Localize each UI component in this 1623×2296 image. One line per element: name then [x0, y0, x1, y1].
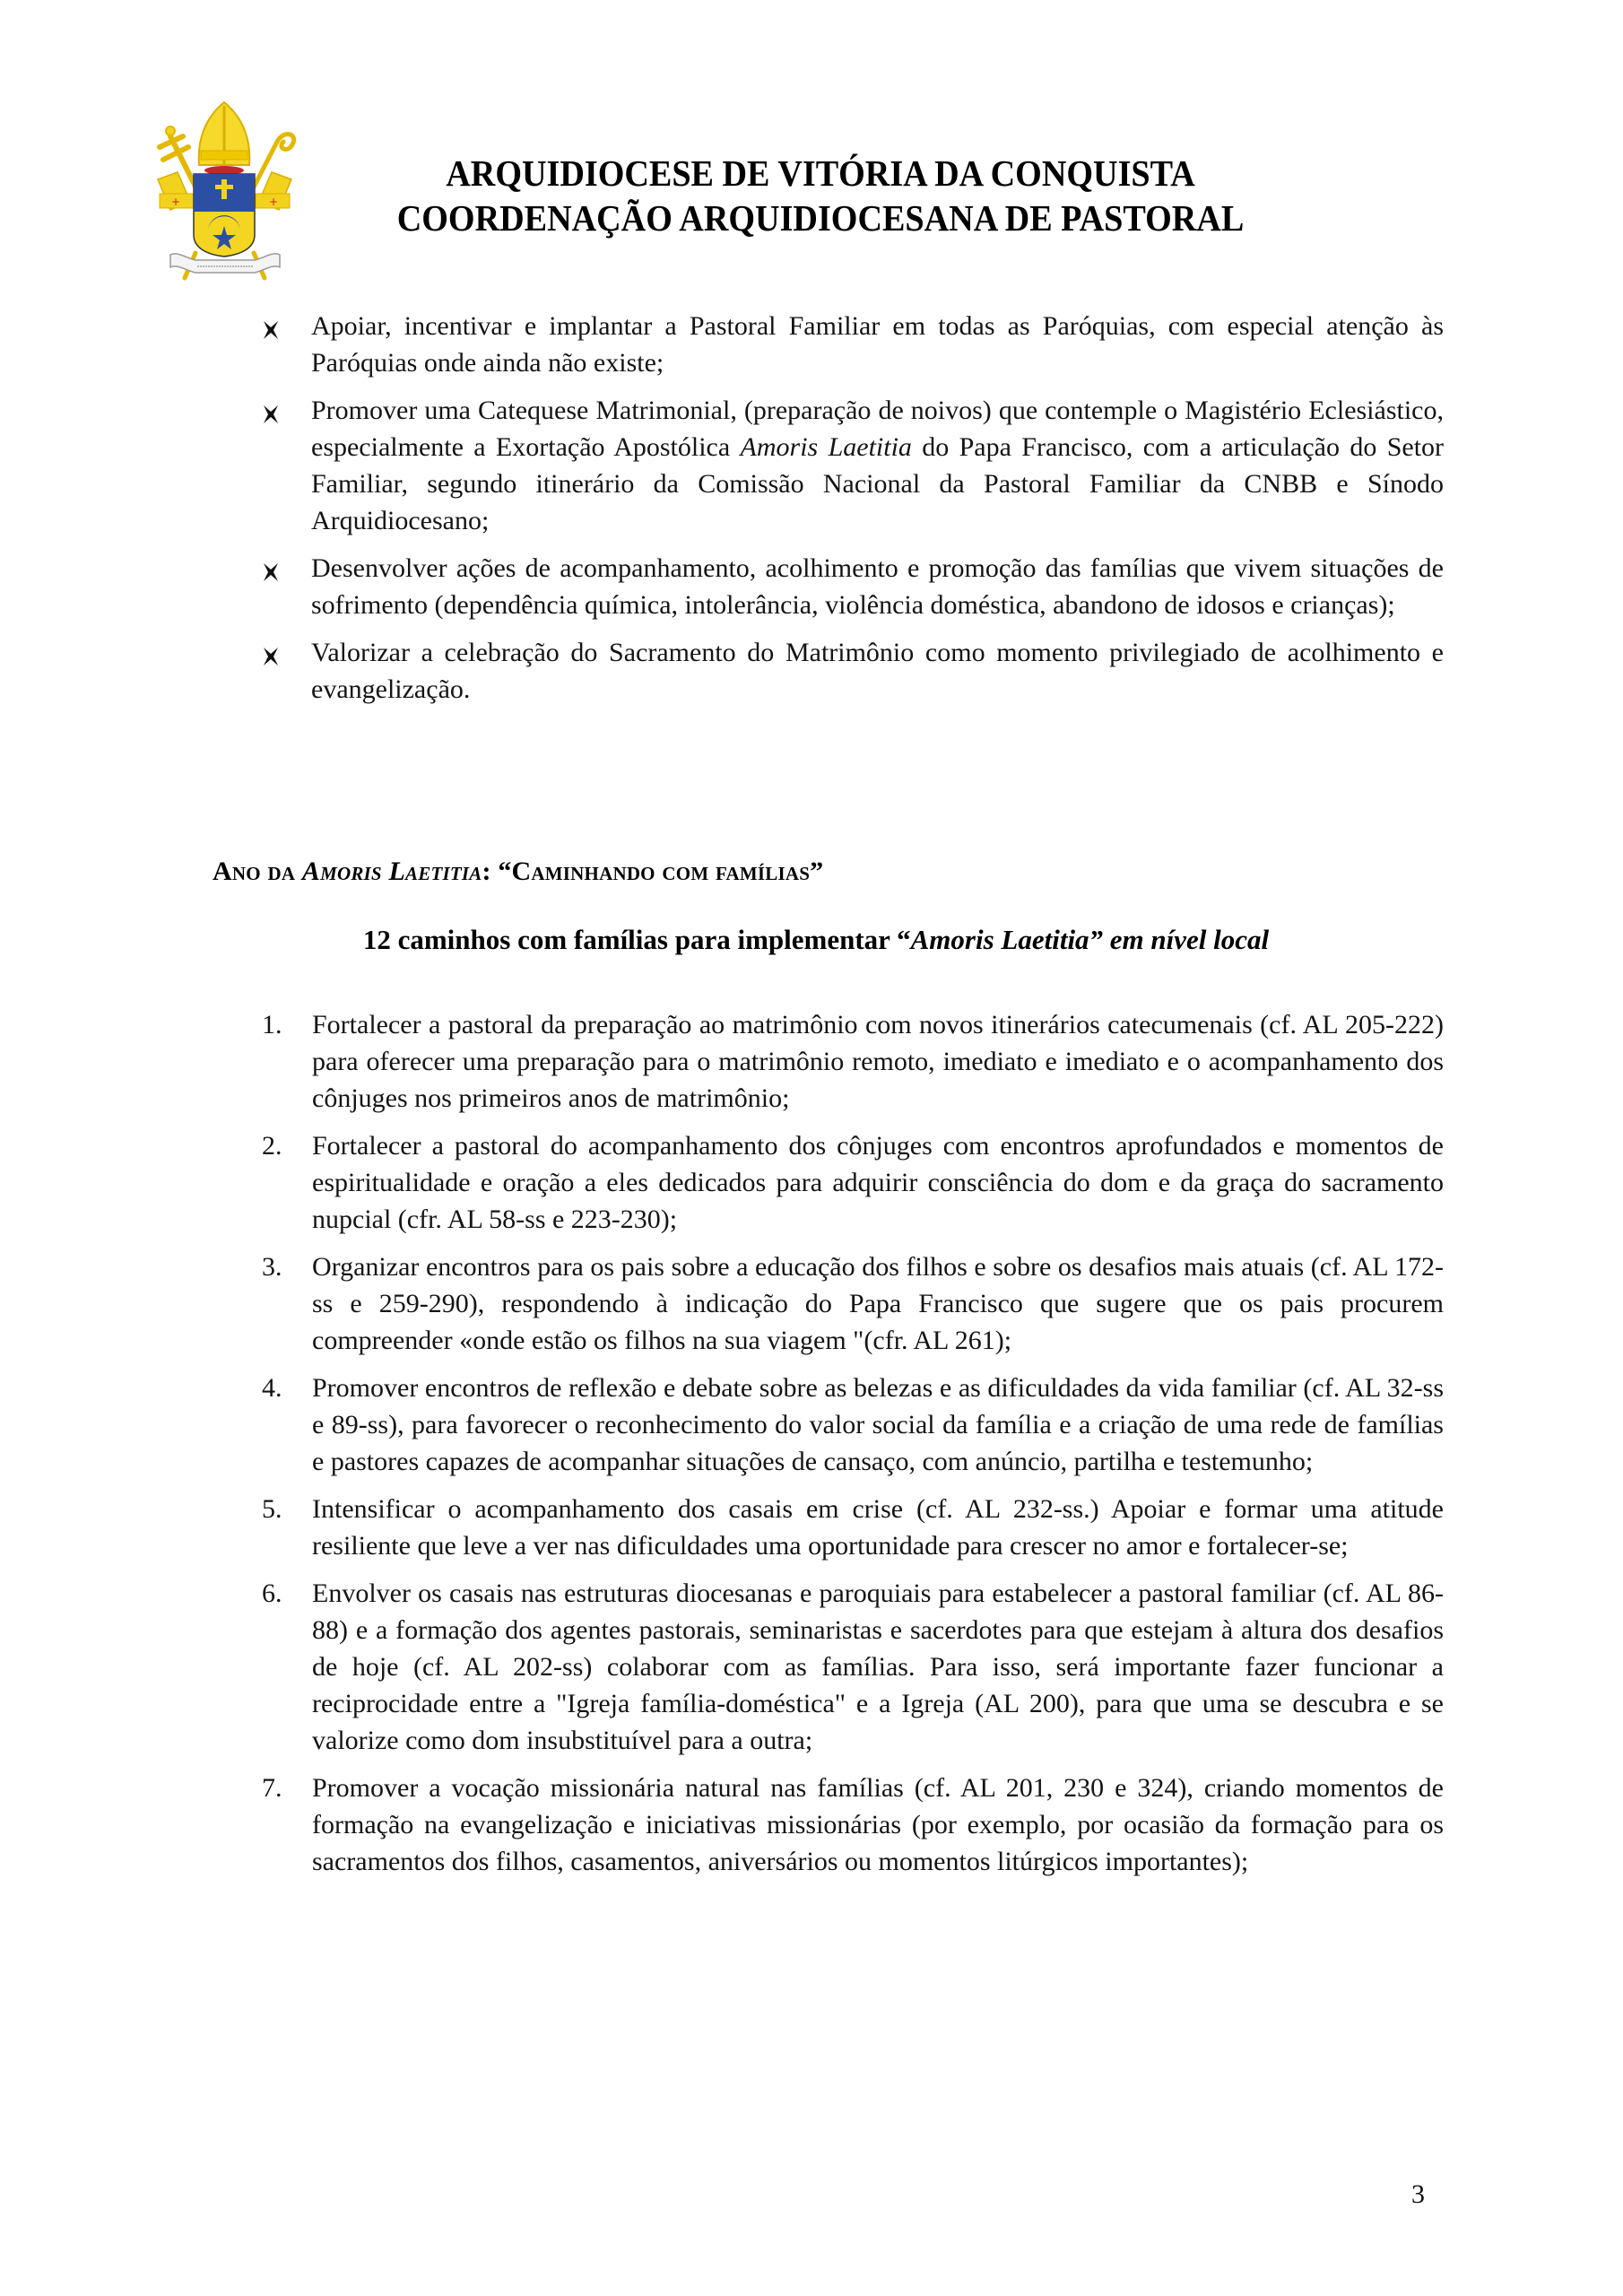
- numbered-item: [260, 1370, 1444, 1480]
- section-heading: [213, 857, 823, 887]
- item-number: 6.: [262, 1578, 282, 1608]
- item-number: 1.: [262, 1010, 282, 1039]
- bullet-text: Valorizar a celebração do Sacramento do Matrimônio como momento privilegiado de acolhimento e evangelização.: [311, 638, 1444, 704]
- bullet-text: Apoiar, incentivar e implantar a Pastoral Familiar em todas as Paróquias, com especial atenção às Paróquias onde ainda não existe;: [311, 311, 1444, 378]
- archdiocese-coat-of-arms-icon: [151, 100, 299, 284]
- bullet-item: [260, 550, 1444, 623]
- item-text: Organizar encontros para os pais sobre a educação dos filhos e sobre os desafios mais atuais (cf. AL 172-ss e 259-290), respondendo à indicação do Papa Francisco que sugere que os pais procurem compreender «onde estão os filhos na sua viagem "(cfr. AL 261);: [312, 1252, 1444, 1355]
- item-number: 7.: [262, 1773, 282, 1803]
- section-heading-suffix: : “Caminhando com famílias”: [482, 857, 824, 886]
- numbered-item: [260, 1127, 1444, 1238]
- item-text: Promover encontros de reflexão e debate sobre as belezas e as dificuldades da vida familiar (cf. AL 32-ss e 89-ss), para favorecer o reconhecimento do valor social da família e a criação de uma rede de famílias e pastores capazes de acompanhar situações de cansaço, com anúncio, partilha e testemunho;: [312, 1373, 1444, 1476]
- subheading-prefix: 12 caminhos com famílias para implementar “: [362, 924, 911, 955]
- numbered-item: [260, 1770, 1444, 1880]
- amoris-laetitia-italic: Amoris Laetitia: [740, 432, 912, 462]
- maltese-cross-icon: [262, 639, 280, 659]
- item-text: Promover a vocação missionária natural nas famílias (cf. AL 201, 230 e 324), criando momentos de formação na evangelização e iniciativas missionárias (por exemplo, por ocasião da formação para os sacramentos dos filhos, casamentos, aniversários ou momentos litúrgicos importantes);: [312, 1773, 1444, 1876]
- section-heading-prefix: Ano da: [213, 857, 302, 886]
- item-number: 5.: [262, 1494, 282, 1524]
- item-number: 2.: [262, 1131, 282, 1161]
- bullet-text: Desenvolver ações de acompanhamento, acolhimento e promoção das famílias que vivem situações de sofrimento (dependência química, intolerância, violência doméstica, abandono de idosos e crianças);: [311, 553, 1444, 620]
- section-subheading: [0, 924, 1623, 956]
- header-title-block: [358, 151, 1283, 240]
- bullet-item: [260, 392, 1444, 539]
- objectives-bullet-list: [260, 308, 1444, 718]
- maltese-cross-icon: [262, 555, 280, 575]
- numbered-item: [260, 1575, 1444, 1759]
- header-title-archdiocese: ARQUIDIOCESE DE VITÓRIA DA CONQUISTA: [446, 152, 1195, 194]
- maltese-cross-icon: [262, 313, 280, 333]
- item-number: 4.: [262, 1373, 282, 1403]
- item-text: Fortalecer a pastoral do acompanhamento dos cônjuges com encontros aprofundados e momentos de espiritualidade e oração a eles dedicados para adquirir consciência do dom e da graça do sacramento nupcial (cfr. AL 58-ss e 223-230);: [312, 1131, 1444, 1234]
- page-number: 3: [1411, 2179, 1425, 2209]
- numbered-item: [260, 1006, 1444, 1117]
- header-title-coordination: COORDENAÇÃO ARQUIDIOCESANA DE PASTORAL: [396, 197, 1245, 239]
- item-number: 3.: [262, 1252, 282, 1282]
- bullet-text-before: Promover uma Catequese Matrimonial, (preparação de noivos) que contemple o Magistério Eclesiástico, especialmente a Exortação Apostólica: [311, 396, 1444, 462]
- item-text: Fortalecer a pastoral da preparação ao matrimônio com novos itinerários catecumenais (cf. AL 205-222) para oferecer uma preparação para o matrimônio remoto, imediato e imediato e o acompanhamento dos cônjuges nos primeiros anos de matrimônio;: [312, 1010, 1444, 1113]
- svg-text:+: +: [269, 196, 279, 208]
- maltese-cross-icon: [262, 397, 280, 417]
- item-text: Envolver os casais nas estruturas diocesanas e paroquiais para estabelecer a pastoral familiar (cf. AL 86-88) e a formação dos agentes pastorais, seminaristas e sacerdotes para que estejam à altura dos desafios de hoje (cf. AL 202-ss) colaborar com as famílias. Para isso, será importante fazer funcionar a reciprocidade entre a "Igreja família-doméstica" e a Igreja (AL 200), para que uma se descubra e se valorize como dom insubstituível para a outra;: [312, 1578, 1444, 1755]
- numbered-item: [260, 1248, 1444, 1359]
- bullet-item: [260, 634, 1444, 708]
- bullet-text-after: do Papa Francisco, com a articulação do Setor Familiar, segundo itinerário da Comissão Nacional da Pastoral Familiar da CNBB e Sínodo Arquidiocesano;: [311, 432, 1445, 535]
- svg-text:+: +: [171, 196, 181, 208]
- item-text: Intensificar o acompanhamento dos casais em crise (cf. AL 232-ss.) Apoiar e formar uma atitude resiliente que leve a ver nas dificuldades uma oportunidade para crescer no amor e fortalecer-se;: [312, 1494, 1444, 1561]
- twelve-paths-numbered-list: [260, 1006, 1444, 1891]
- subheading-italic: Amoris Laetitia” em nível local: [910, 924, 1270, 955]
- numbered-item: [260, 1491, 1444, 1564]
- section-heading-italic: Amoris Laetitia: [301, 857, 482, 886]
- bullet-item: [260, 308, 1444, 381]
